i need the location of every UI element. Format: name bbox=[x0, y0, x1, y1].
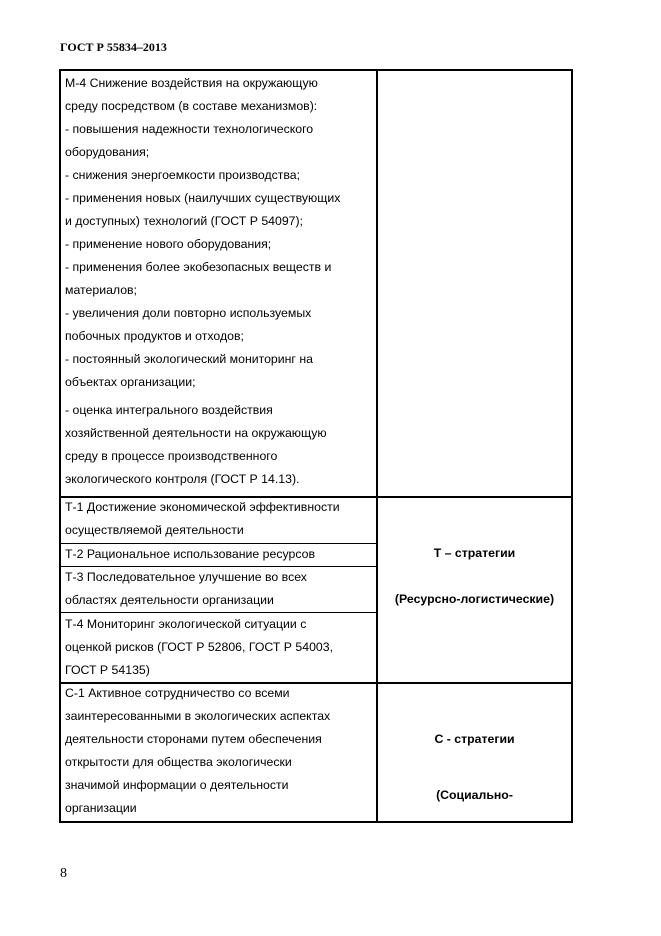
cell-c1 bbox=[65, 682, 371, 820]
cell-line: - применения новых (наилучших существующих bbox=[65, 191, 341, 205]
cell-line: материалов; bbox=[65, 283, 138, 297]
column-divider bbox=[376, 71, 378, 821]
cell-line: осуществляемой деятельности bbox=[65, 523, 244, 537]
cell-line: и доступных) технологий (ГОСТ Р 54097); bbox=[65, 214, 304, 228]
cell-line: Т-4 Мониторинг экологической ситуации с bbox=[65, 617, 307, 631]
cell-line: значимой информации о деятельности bbox=[65, 778, 289, 792]
cell-line: экологического контроля (ГОСТ Р 14.13). bbox=[65, 472, 300, 486]
cell-line: заинтересованными в экологических аспектах bbox=[65, 709, 331, 723]
t-strategy-title: Т – стратегии bbox=[433, 546, 516, 560]
cell-line: Т-2 Рациональное использование ресурсов bbox=[65, 547, 315, 561]
document-header: ГОСТ Р 55834–2013 bbox=[60, 40, 167, 54]
cell-line: организации bbox=[65, 801, 137, 815]
cell-t4 bbox=[65, 613, 371, 682]
cell-t2 bbox=[65, 543, 371, 566]
strategy-table bbox=[59, 69, 573, 823]
cell-line: Т-3 Последовательное улучшение во всех bbox=[65, 570, 307, 584]
cell-line: ГОСТ Р 54135) bbox=[65, 663, 150, 677]
cell-line: - постоянный экологический мониторинг на bbox=[65, 352, 313, 366]
cell-line: М-4 Снижение воздействия на окружающую bbox=[65, 76, 318, 90]
cell-line: С-1 Активное сотрудничество со всеми bbox=[65, 686, 290, 700]
cell-line: среду в процессе производственного bbox=[65, 449, 278, 463]
cell-line: - оценка интегрального воздействия bbox=[65, 403, 273, 417]
cell-line: - снижения энергоемкости производства; bbox=[65, 168, 301, 182]
cell-line: среду посредством (в составе механизмов): bbox=[65, 99, 318, 113]
c-strategy-title: С - стратегии bbox=[434, 732, 515, 746]
cell-line: - увеличения доли повторно используемых bbox=[65, 306, 312, 320]
cell-line: Т-1 Достижение экономической эффективности bbox=[65, 500, 340, 514]
cell-line: оценкой рисков (ГОСТ Р 52806, ГОСТ Р 54003, bbox=[65, 640, 334, 654]
cell-line: хозяйственной деятельности на окружающую bbox=[65, 426, 327, 440]
cell-m4 bbox=[65, 72, 371, 491]
cell-t3 bbox=[65, 566, 371, 612]
cell-t1 bbox=[65, 496, 371, 542]
cell-line: - применения более экобезопасных веществ и bbox=[65, 260, 332, 274]
cell-line: открытости для общества экологически bbox=[65, 755, 292, 769]
cell-line: областях деятельности организации bbox=[65, 593, 274, 607]
c-strategy-subtitle: (Социально- bbox=[436, 788, 513, 802]
cell-line: оборудования; bbox=[65, 145, 150, 159]
cell-line: побочных продуктов и отходов; bbox=[65, 329, 244, 343]
t-strategy-subtitle: (Ресурсно-логистические) bbox=[394, 592, 555, 606]
cell-line: объектах организации; bbox=[65, 375, 196, 389]
cell-line: - повышения надежности технологического bbox=[65, 122, 314, 136]
page-number: 8 bbox=[60, 866, 67, 881]
cell-line: - применение нового оборудования; bbox=[65, 237, 272, 251]
cell-line: деятельности сторонами путем обеспечения bbox=[65, 732, 322, 746]
